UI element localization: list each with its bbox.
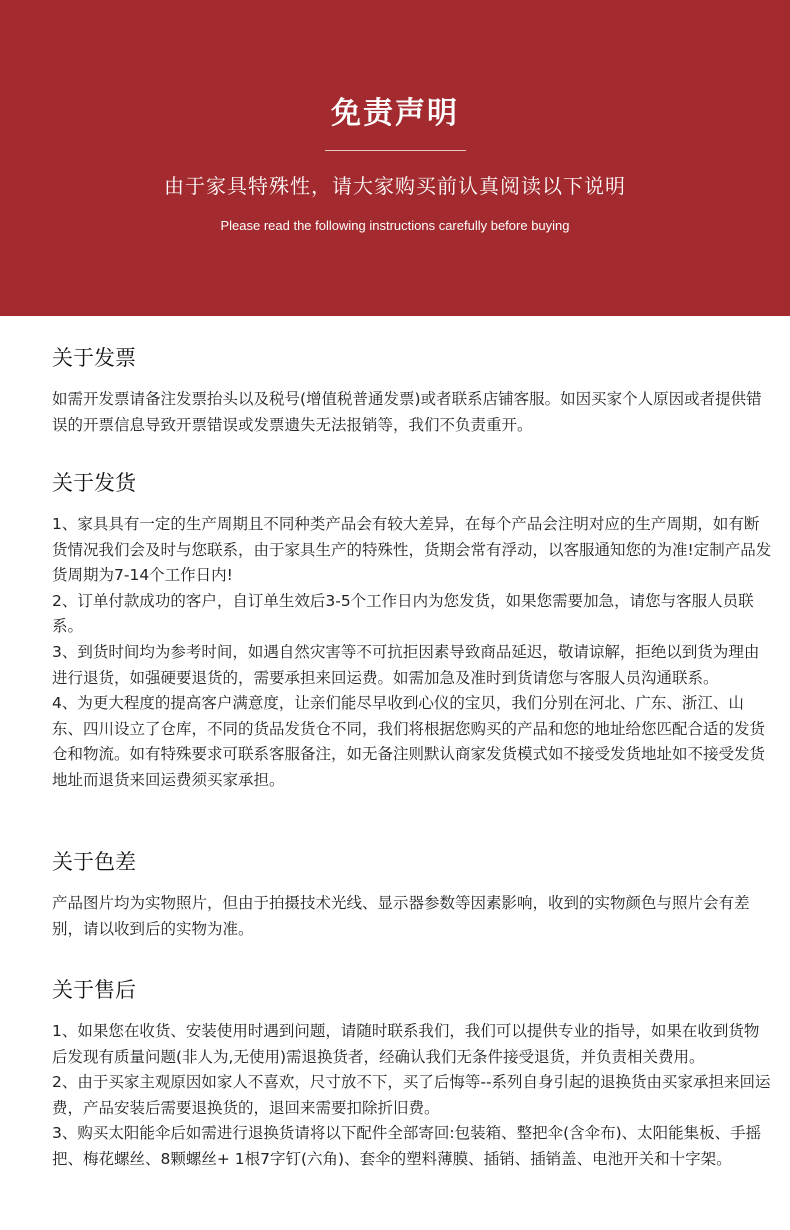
disclaimer-banner xyxy=(0,0,790,316)
shipping-paragraph-3: 3、到货时间均为参考时间，如遇自然灾害等不可抗拒因素导致商品延迟，敬请谅解，拒绝以到货为理由进行退货，如强硬要退货的，需要承担来回运费。如需加急及准时到货请您与客服人员沟通联系。 xyxy=(52,642,760,687)
section-invoice xyxy=(52,343,774,438)
shipping-paragraph-2: 2、订单付款成功的客户，自订单生效后3-5个工作日内为您发货，如果您需要加急，请您与客服人员联系。 xyxy=(52,591,754,636)
section-heading-color-difference: 关于色差 xyxy=(52,850,136,874)
shipping-paragraph-1: 1、家具具有一定的生产周期且不同种类产品会有较大差异，在每个产品会注明对应的生产周期，如有断货情况我们会及时与您联系，由于家具生产的特殊性，货期会常有浮动，以客服通知您的为准!定制产品发货周期为7-14个工作日内! xyxy=(52,515,772,585)
shipping-paragraph-4: 4、为更大程度的提高客户满意度，让亲们能尽早收到心仪的宝贝，我们分别在河北、广东、浙江、山东、四川设立了仓库，不同的货品发货仓不同，我们将根据您购买的产品和您的地址给您匹配合适的发货仓和物流。如有特殊要求可联系客服备注，如无备注则默认商家发货模式如不接受发货地址如不接受发货地址而退货来回运费须买家承担。 xyxy=(52,694,766,789)
section-after-sales xyxy=(52,975,774,1173)
after-sales-paragraph-2: 2、由于买家主观原因如家人不喜欢，尺寸放不下，买了后悔等--系列自身引起的退换货由买家承担来回运费，产品安装后需要退换货的，退回来需要扣除折旧费。 xyxy=(52,1073,771,1117)
section-heading-after-sales: 关于售后 xyxy=(52,978,136,1002)
banner-title: 免责声明 xyxy=(331,96,459,131)
section-color-difference xyxy=(52,847,774,942)
banner-english-subtitle: Please read the following instructions carefully before buying xyxy=(220,218,570,233)
after-sales-paragraph-3: 3、购买太阳能伞后如需进行退换货请将以下配件全部寄回:包装箱、整把伞(含伞布)、太阳能集板、手摇把、梅花螺丝、8颗螺丝+ 1根7字钉(六角)、套伞的塑料薄膜、插销、插销盖、电池开关和十字架。 xyxy=(52,1124,762,1168)
section-heading-shipping: 关于发货 xyxy=(52,471,136,495)
banner-divider xyxy=(325,150,466,151)
invoice-paragraph: 如需开发票请备注发票抬头以及税号(增值税普通发票)或者联系店铺客服。如因买家个人原因或者提供错误的开票信息导致开票错误或发票遗失无法报销等，我们不负责重开。 xyxy=(52,390,762,434)
section-shipping xyxy=(52,468,774,794)
color-difference-paragraph: 产品图片均为实物照片，但由于拍摄技术光线、显示器参数等因素影响，收到的实物颜色与照片会有差别，请以收到后的实物为准。 xyxy=(52,894,750,938)
after-sales-paragraph-1: 1、如果您在收货、安装使用时遇到问题，请随时联系我们，我们可以提供专业的指导，如果在收到货物后发现有质量问题(非人为,无使用)需退换货者，经确认我们无条件接受退货，并负责相关费用。 xyxy=(52,1022,760,1066)
section-heading-invoice: 关于发票 xyxy=(52,346,136,370)
banner-subtitle: 由于家具特殊性，请大家购买前认真阅读以下说明 xyxy=(164,174,626,198)
